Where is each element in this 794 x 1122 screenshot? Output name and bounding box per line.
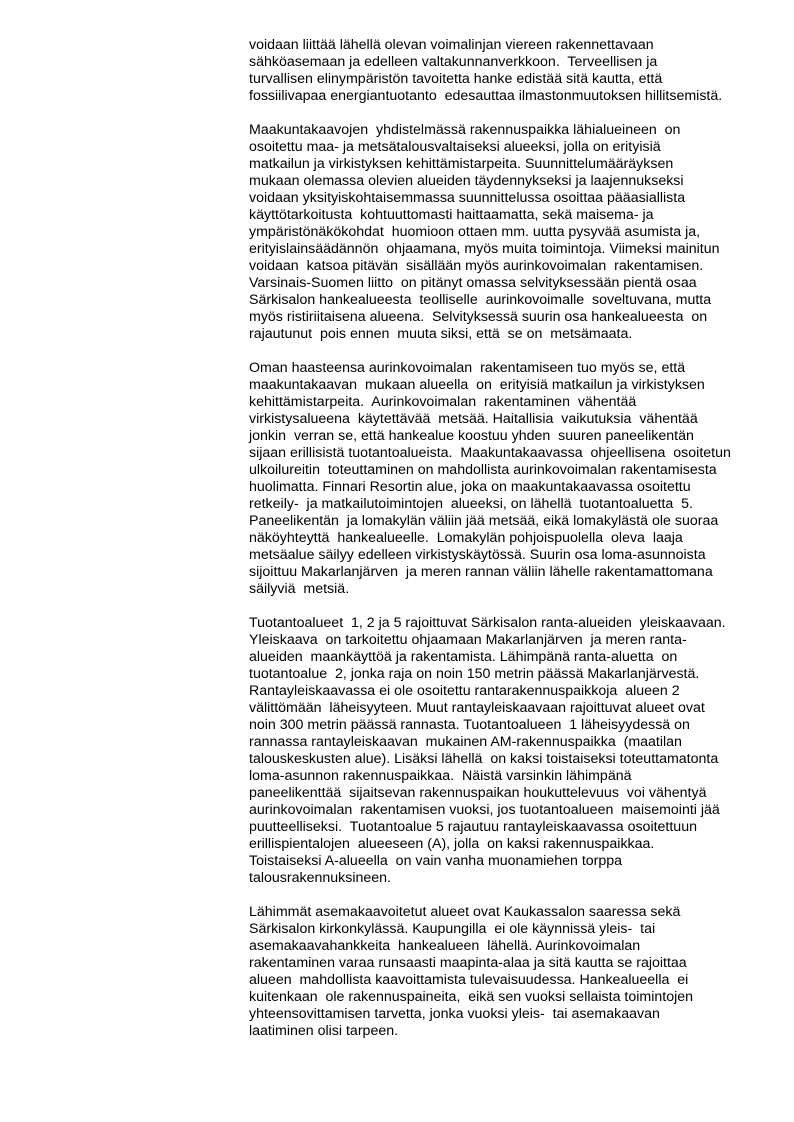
text-line: jonkin verran se, että hankealue koostuu yhden suuren paneelikentän [249,428,694,444]
paragraph-grid-connection [249,37,779,105]
text-line: ulkoilureitin toteuttaminen on mahdollista aurinkovoimalan rakentamisesta [249,462,717,478]
text-line: huolimatta. Finnari Resortin alue, joka on maakuntakaavassa osoitettu [249,479,691,495]
text-line: Varsinais-Suomen liitto on pitänyt omassa selvityksessään pientä osaa [249,275,697,291]
text-line: rannassa rantayleiskaavan mukainen AM-rakennuspaikka (maatilan [249,734,682,750]
text-line: alueiden maankäyttöä ja rakentamista. Lähimpänä ranta-aluetta on [249,649,678,665]
text-line: käyttötarkoitusta kohtuuttomasti haittaamatta, sekä maisema- ja [249,207,654,223]
text-line: Rantayleiskaavassa ei ole osoitettu rantarakennuspaikkoja alueen 2 [249,683,680,699]
text-line: Oman haasteensa aurinkovoimalan rakentamiseen tuo myös se, että [249,360,686,376]
text-line: alueen mahdollista kaavoittamista tulevaisuudessa. Hankealueella ei [249,972,689,988]
text-line: voidaan katsoa pitävän sisällään myös aurinkovoimalan rakentamisen. [249,258,704,274]
text-line: ympäristönäkökohdat huomioon ottaen mm. uutta pysyvää asumista ja, [249,224,701,240]
paragraph-regional-plan [249,122,779,343]
text-line: turvallisen elinympäristön tavoitetta hanke edistää sitä kautta, että [249,71,663,87]
text-line: noin 300 metrin päässä rannasta. Tuotantoalueen 1 läheisyydessä on [249,717,690,733]
text-line: rajautunut pois ennen muuta siksi, että se on metsämaata. [249,326,633,342]
text-line: erityislainsäädännön ohjaamana, myös muita toimintoja. Viimeksi mainitun [249,241,720,257]
text-line: erillispientalojen alueeseen (A), jolla on kaksi rakennuspaikkaa. [249,836,655,852]
text-line: fossiilivapaa energiantuotanto edesauttaa ilmastonmuutoksen hillitsemistä. [249,88,723,104]
text-line: aurinkovoimalan rakentamisen vuoksi, jos tuotantoalueen maisemointi jää [249,802,720,818]
text-line: sijaan erillisistä tuotantoalueista. Maakuntakaavassa ohjeellisena osoitetun [249,445,731,461]
text-line: Tuotantoalueet 1, 2 ja 5 rajoittuvat Särkisalon ranta-alueiden yleiskaavaan. [249,615,726,631]
paragraph-shore-master-plan [249,615,779,887]
text-line: virkistysalueena käytettävää metsää. Haitallisia vaikutuksia vähentää [249,411,698,427]
text-line: talousrakennuksineen. [249,870,391,886]
text-line: Särkisalon hankealueesta teolliselle aurinkovoimalle soveltuvana, mutta [249,292,712,308]
text-line: puutteelliseksi. Tuotantoalue 5 rajautuu rantayleiskaavassa osoitettuun [249,819,697,835]
text-line: Paneelikentän ja lomakylän väliin jää metsää, eikä lomakylästä ole suoraa [249,513,719,529]
text-line: myös ristiriitaisena alueena. Selvityksessä suurin osa hankealueesta on [249,309,708,325]
text-line: retkeily- ja matkailutoimintojen alueeksi, on lähellä tuotantoaluetta 5. [249,496,694,512]
text-line: osoitettu maa- ja metsätalousvaltaiseksi alueeksi, jolla on erityisiä [249,139,661,155]
text-line: Lähimmät asemakaavoitetut alueet ovat Kaukassalon saaressa sekä [249,904,681,920]
text-line: maakuntakaavan mukaan alueella on erityisiä matkailun ja virkistyksen [249,377,705,393]
text-line: kehittämistarpeita. Aurinkovoimalan rakentaminen vähentää [249,394,637,410]
text-line: asemakaavahankkeita hankealueen lähellä. Aurinkovoimalan [249,938,641,954]
text-line: säilyviä metsiä. [249,581,350,597]
text-line: voidaan yksityiskohtaisemmassa suunnittelussa osoittaa pääasiallista [249,190,686,206]
text-line: näköyhteyttä hankealueelle. Lomakylän pohjoispuolella oleva laaja [249,530,683,546]
text-line: sijoittuu Makarlanjärven ja meren rannan väliin lähelle rakentamattomana [249,564,713,580]
document-page [249,37,779,1057]
text-line: Maakuntakaavojen yhdistelmässä rakennuspaikka lähialueineen on [249,122,681,138]
text-line: rakentaminen varaa runsaasti maapinta-alaa ja sitä kautta se rajoittaa [249,955,687,971]
text-line: laatiminen olisi tarpeen. [249,1023,399,1039]
text-line: yhteensovittamisen tarvetta, jonka vuoksi yleis- tai asemakaavan [249,1006,660,1022]
text-line: kuitenkaan ole rakennuspaineita, eikä sen vuoksi sellaista toimintojen [249,989,694,1005]
text-line: Toistaiseksi A-alueella on vain vanha muonamiehen torppa [249,853,623,869]
text-line: sähköasemaan ja edelleen valtakunnanverkkoon. Terveellisen ja [249,54,658,70]
text-line: Yleiskaava on tarkoitettu ohjaamaan Makarlanjärven ja meren ranta- [249,632,687,648]
text-line: välittömään läheisyyteen. Muut rantayleiskaavaan rajoittuvat alueet ovat [249,700,705,716]
text-line: mukaan olemassa olevien alueiden täydennykseksi ja laajennukseksi [249,173,684,189]
text-line: voidaan liittää lähellä olevan voimalinjan viereen rakennettavaan [249,37,654,53]
text-line: tuotantoalue 2, jonka raja on noin 150 metrin päässä Makarlanjärvestä. [249,666,700,682]
text-line: matkailun ja virkistyksen kehittämistarpeita. Suunnittelumääräyksen [249,156,674,172]
text-line: Särkisalon kirkonkylässä. Kaupungilla ei ole käynnissä yleis- tai [249,921,656,937]
text-line: metsäalue säilyy edelleen virkistyskäytössä. Suurin osa loma-asunnoista [249,547,706,563]
paragraph-recreation-challenge [249,360,779,598]
text-line: paneelikenttää sijaitsevan rakennuspaikan houkuttelevuus voi vähentyä [249,785,707,801]
text-line: loma-asunnon rakennuspaikkaa. Näistä varsinkin lähimpänä [249,768,632,784]
paragraph-detailed-plans [249,904,779,1040]
text-line: talouskeskusten alue). Lisäksi lähellä on kaksi toistaiseksi toteuttamatonta [249,751,719,767]
